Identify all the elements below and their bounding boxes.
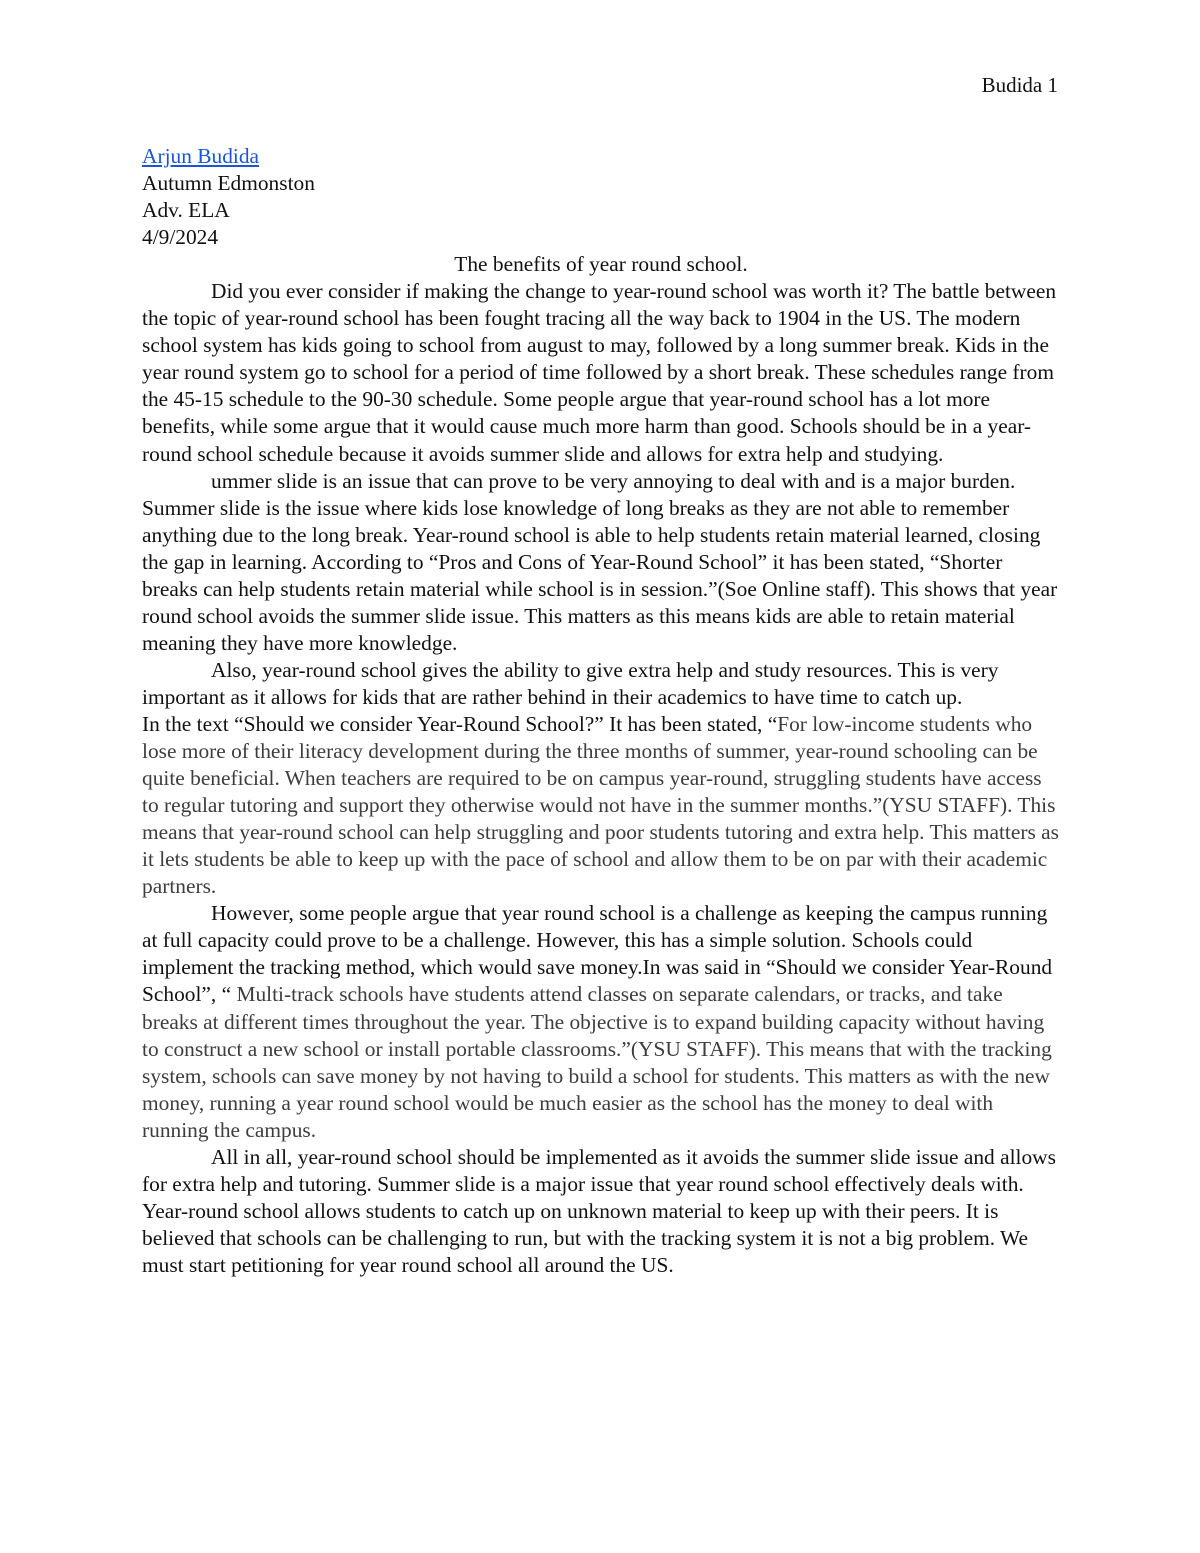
author-name-link[interactable]: Arjun Budida (142, 144, 260, 168)
paragraph-introduction: Did you ever consider if making the change to year-round school was worth it? The battle between the topic of year-round school has been fought tracing all the way back to 1904 in the US. The modern school system has kids going to school from august to may, followed by a long summer break. Kids in the year round system go to school for a period of time followed by a short break. These schedules range from the 45-15 schedule to the 90-30 schedule. Some people argue that year-round school has a lot more benefits, while some argue that it would cause much more harm than good. Schools should be in a year-round school schedule because it avoids summer slide and allows for extra help and studying. (142, 279, 1057, 466)
evidence-lead-in: In the text “Should we consider Year-Round School?” It has been stated, “ (142, 711, 778, 736)
essay-body (142, 143, 1060, 1279)
running-head: Budida 1 (981, 73, 1058, 97)
quoted-evidence: Multi-track schools have students attend classes on separate calendars, or tracks, and take breaks at different times throughout the year. The objective is to expand building capacity without having to construct a new school or install portable classrooms. (142, 982, 1045, 1061)
essay-date: 4/9/2024 (142, 225, 219, 250)
evidence-analysis: This means that with the tracking system, schools can save money by not having to build a school for students. This matters as with the new money, running a year round school would be much easier as the school has the money to deal with running the campus. (142, 1036, 1052, 1142)
paragraph-conclusion: All in all, year-round school should be implemented as it avoids the summer slide issue and allows for extra help and tutoring. Summer slide is a major issue that year round school effectively deals with. Year-round school allows students to catch up on unknown material to keep up with their peers. It is believed that schools can be challenging to run, but with the tracking system it is not a big problem. We must start petitioning for year round school all around the US. (142, 1144, 1056, 1277)
paragraph-tutoring-evidence (142, 711, 1060, 900)
paragraph-extra-help: Also, year-round school gives the ability to give extra help and study resources. This is very important as it allows for kids that are rather behind in their academics to have time to catch up. (142, 657, 999, 709)
paragraph-counterargument (142, 900, 1060, 1143)
citation: ”(YSU STAFF). (621, 1036, 767, 1061)
paragraph-summer-slide: ummer slide is an issue that can prove to be very annoying to deal with and is a major burden. Summer slide is the issue where kids lose knowledge of long breaks as they are not able to remember anything due to the long break. Year-round school is able to help students retain material learned, closing the gap in learning. According to “Pros and Cons of Year-Round School” it has been stated, “Shorter breaks can help students retain material while school is in session.”(Soe Online staff). This shows that year round school avoids the summer slide issue. This matters as this means kids are able to retain material meaning they have more knowledge. (142, 468, 1058, 655)
heading-block (142, 143, 1060, 170)
counterargument-lead-in: However, some people argue that year round school is a challenge as keeping the campus running at full capacity could prove to be a challenge. However, this has a simple solution. Schools could implement the tracking method, which would save money.In was said in “Should we consider Year-Round School”, “ (142, 901, 1053, 1007)
teacher-name: Autumn Edmonston (142, 171, 315, 196)
citation: ”(YSU STAFF). (872, 793, 1018, 818)
evidence-analysis: This means that year-round school can help struggling and poor students tutoring and extra help. This matters as it lets students be able to keep up with the pace of school and allow them to be on par with their academic partners. (142, 793, 1059, 899)
essay-title: The benefits of year round school. (454, 252, 748, 277)
course-name: Adv. ELA (142, 198, 230, 223)
quoted-evidence: For low-income students who lose more of their literacy development during the three months of summer, year-round schooling can be quite beneficial. When teachers are required to be on campus year-round, struggling students have access to regular tutoring and support they otherwise would not have in the summer months. (142, 711, 1042, 818)
